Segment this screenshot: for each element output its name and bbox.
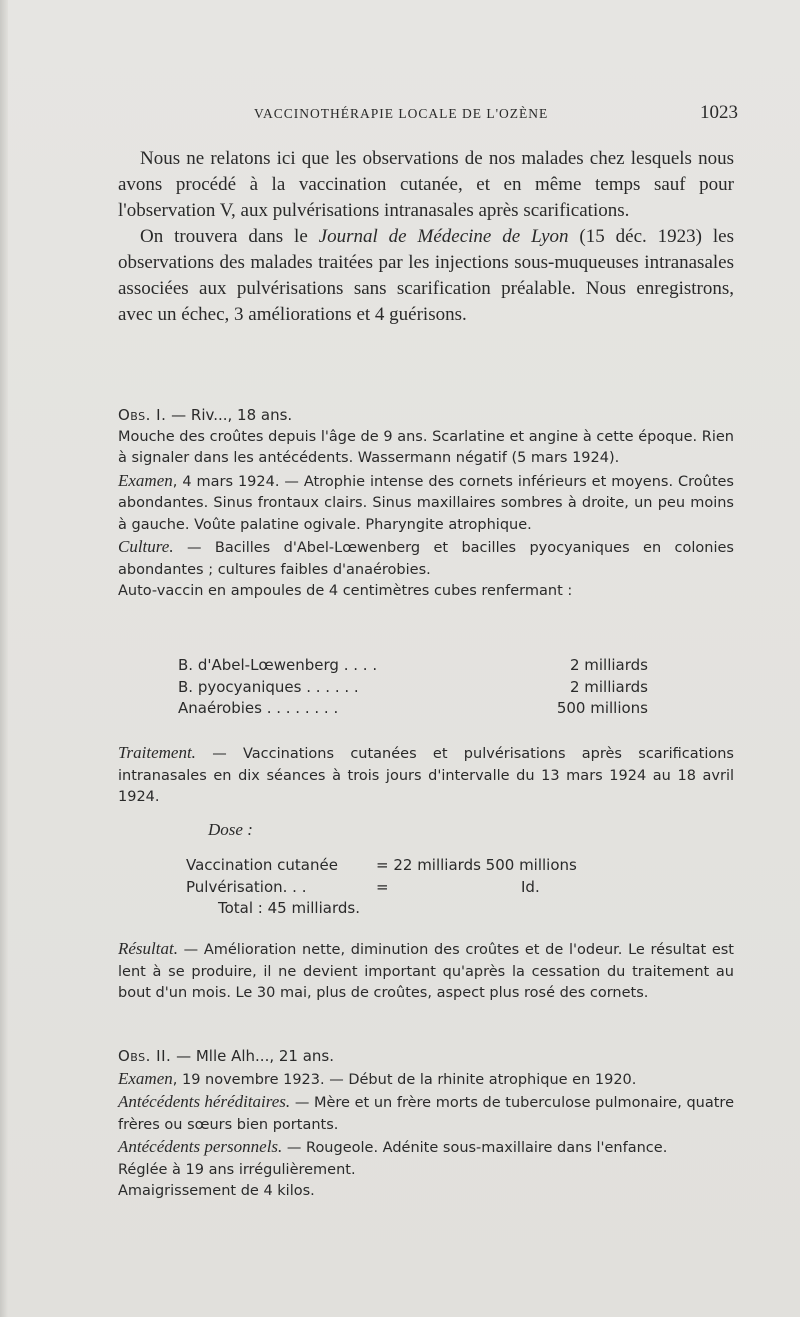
obs2-exam-label: Examen [118, 1068, 173, 1088]
obs2-hereditary-label: Antécédents héréditaires. [118, 1092, 291, 1111]
obs2-exam-text: , 19 novembre 1923. — Début de la rhinite atrophique en 1920. [172, 1071, 637, 1088]
dose-vaccination-label: Vaccination cutanée [186, 856, 338, 874]
dose-row-pulverisation [186, 877, 646, 899]
journal-title: Journal de Médecine de Lyon [318, 226, 569, 247]
obs2-hereditary-text: — Mère et un frère morts de tuberculose pulmonaire, quatre frères ou sœurs bien portants. [118, 1095, 734, 1133]
dose-row-total [186, 898, 646, 920]
recipe-amount: 500 millions [556, 699, 648, 717]
dose-pulverisation-value: Id. [521, 877, 540, 896]
recipe-name: Anaérobies . . . . . . . . [178, 699, 339, 717]
observation-2 [118, 1046, 734, 1203]
recipe-name: B. pyocyaniques . . . . . . [178, 677, 359, 696]
obs1-exam-label: Examen [118, 470, 173, 490]
vaccine-recipe [178, 655, 648, 720]
page-number: 1023 [700, 102, 738, 123]
dose-block [186, 855, 646, 920]
running-title: VACCINOTHÉRAPIE LOCALE DE L'OZÈNE [254, 106, 549, 121]
page-header [118, 102, 738, 128]
intro-p2-before: On trouvera dans le [140, 226, 319, 247]
dose-title: Dose : [208, 820, 253, 839]
obs1-result-text: — Amélioration nette, diminution des croûtes et de l'odeur. Le résultat est lent à se produire, il ne devient important qu'après la cessation du traitement au bout d'un mois. Le 30 mai, plus de croûtes, aspect plus rosé des cornets. [118, 942, 734, 1001]
dose-row-vaccination [186, 855, 646, 877]
obs1-treatment-section [118, 742, 734, 809]
obs2-personal-text: — Rougeole. Adénite sous-maxillaire dans l'enfance. [282, 1140, 668, 1156]
intro-p2-after: (15 déc. 1923) les observations des malades traitées par les injections sous-muqueuses intranasales associées aux pulvérisations sans scarification préalable. Nous enregistrons, avec un échec, 3 améliorations et 4 guérisons. [118, 226, 734, 325]
obs1-treatment-text: — Vaccinations cutanées et pulvérisations après scarifications intranasales en dix séances à trois jours d'intervalle du 13 mars 1924 au 18 avril 1924. [118, 746, 734, 805]
obs2-exam [118, 1068, 734, 1092]
obs1-treatment-label: Traitement. [118, 743, 196, 762]
obs1-label: Obs. I. [118, 406, 167, 424]
dose-total: Total : 45 milliards. [218, 899, 360, 917]
obs2-title: — Mlle Alh..., 21 ans. [171, 1047, 335, 1065]
obs1-history: Mouche des croûtes depuis l'âge de 9 ans. Scarlatine et angine à cette époque. Rien à signaler dans les antécédents. Wassermann négatif (5 mars 1924). [118, 428, 734, 466]
recipe-row [178, 698, 648, 720]
recipe-amount: 2 milliards [569, 677, 648, 696]
obs2-heading [118, 1046, 734, 1068]
obs2-label: Obs. II. [118, 1047, 172, 1065]
recipe-row [178, 677, 648, 699]
page-edge [0, 0, 8, 1317]
obs1-culture-text: — Bacilles d'Abel-Lœwenberg et bacilles pyocyaniques en colonies abondantes ; cultures faibles d'anaérobies. [118, 540, 734, 578]
obs2-line-2: Amaigrissement de 4 kilos. [118, 1183, 315, 1199]
recipe-name: B. d'Abel-Lœwenberg . . . . [178, 656, 378, 674]
intro-paragraph-1: Nous ne relatons ici que les observations de nos malades chez lesquels nous avons procédé à la vaccination cutanée, et en même temps sauf pour l'observation V, aux pulvérisations intranasales après scarifications. [118, 148, 734, 221]
obs1-autovaccin: Auto-vaccin en ampoules de 4 centimètres cubes renfermant : [118, 583, 573, 599]
obs2-personal-label: Antécédents personnels. [118, 1137, 283, 1156]
obs2-personal [118, 1136, 734, 1160]
obs1-exam-text: , 4 mars 1924. — Atrophie intense des cornets inférieurs et moyens. Croûtes abondantes. Sinus frontaux clairs. Sinus maxillaires sombres à droite, un peu moins à gauche. Voûte palatine ogivale. Pharyngite atrophique. [118, 473, 734, 533]
dose-pulverisation-eq: = [376, 877, 389, 896]
obs1-result-section [118, 938, 734, 1005]
obs1-culture [118, 536, 734, 581]
obs1-culture-label: Culture. [118, 537, 174, 556]
recipe-amount: 2 milliards [569, 656, 648, 674]
dose-pulverisation-label: Pulvérisation. . . [186, 877, 307, 896]
obs1-title: — Riv..., 18 ans. [166, 406, 293, 424]
obs1-exam [118, 470, 734, 537]
recipe-row [178, 655, 648, 677]
obs1-treatment [118, 742, 734, 809]
obs2-hereditary [118, 1091, 734, 1136]
obs2-line-1: Réglée à 19 ans irrégulièrement. [118, 1161, 356, 1178]
dose-vaccination-value: = 22 milliards 500 millions [376, 856, 577, 874]
obs1-heading [118, 405, 734, 427]
obs1-result-label: Résultat. [118, 939, 178, 958]
intro-paragraph-2 [118, 224, 734, 328]
intro-section [118, 146, 734, 328]
observation-1 [118, 405, 734, 603]
obs1-result [118, 938, 734, 1005]
